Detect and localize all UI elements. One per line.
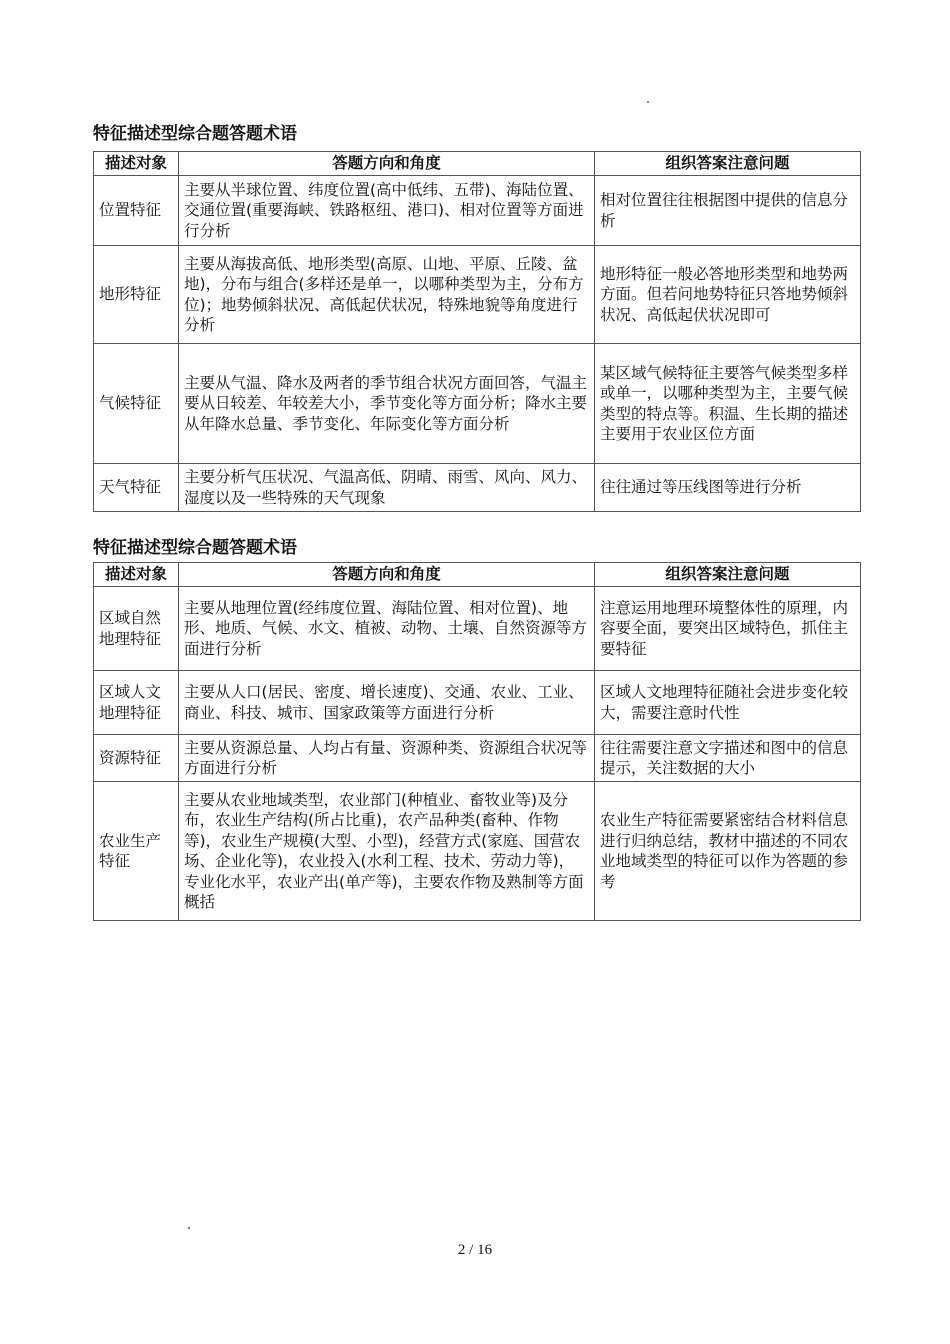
cell-notes: 某区域气候特征主要答气候类型多样或单一，以哪种类型为主，主要气候类型的特点等。积温、生长期的描述主要用于农业区位方面 — [595, 344, 861, 464]
cell-direction: 主要从半球位置、纬度位置(高中低纬、五带)、海陆位置、交通位置(重要海峡、铁路枢纽、港口)、相对位置等方面进行分析 — [179, 176, 595, 246]
page-number: 2 / 16 — [457, 1242, 493, 1258]
cell-direction: 主要从地理位置(经纬度位置、海陆位置、相对位置)、地形、地质、气候、水文、植被、动物、土壤、自然资源等方面进行分析 — [179, 587, 595, 671]
table2-title: 特征描述型综合题答题术语 — [93, 538, 297, 558]
table-row — [94, 735, 861, 782]
cell-object: 地形特征 — [94, 246, 179, 344]
cell-notes: 注意运用地理环境整体性的原理，内容要全面，要突出区域特色，抓住主要特征 — [595, 587, 861, 671]
cell-direction: 主要从资源总量、人均占有量、资源种类、资源组合状况等方面进行分析 — [179, 735, 595, 782]
cell-notes: 相对位置往往根据图中提供的信息分析 — [595, 176, 861, 246]
table-row — [94, 176, 861, 246]
cell-object: 天气特征 — [94, 464, 179, 512]
cell-notes: 往往需要注意文字描述和图中的信息提示，关注数据的大小 — [595, 735, 861, 782]
header-notes: 组织答案注意问题 — [595, 152, 861, 176]
cell-direction: 主要从海拔高低、地形类型(高原、山地、平原、丘陵、盆地)，分布与组合(多样还是单一，以哪种类型为主，分布方位)；地势倾斜状况、高低起伏状况，特殊地貌等角度进行分析 — [179, 246, 595, 344]
table-row — [94, 464, 861, 512]
terms-table-1 — [93, 151, 861, 512]
cell-notes: 往往通过等压线图等进行分析 — [595, 464, 861, 512]
cell-direction: 主要从农业地域类型，农业部门(种植业、畜牧业等)及分布，农业生产结构(所占比重)，农产品种类(畜种、作物等)，农业生产规模(大型、小型)，经营方式(家庭、国营农场、企业化等)，农业投入(水利工程、技术、劳动力等)，专业化水平，农业产出(单产等)，主要农作物及熟制等方面概括 — [179, 782, 595, 921]
table-row — [94, 782, 861, 921]
terms-table-2 — [93, 562, 861, 921]
cell-object: 区域自然地理特征 — [94, 587, 179, 671]
table1-title: 特征描述型综合题答题术语 — [93, 124, 297, 144]
decorative-dot — [647, 101, 649, 103]
cell-notes: 区域人文地理特征随社会进步变化较大，需要注意时代性 — [595, 671, 861, 735]
table-row — [94, 246, 861, 344]
cell-direction: 主要分析气压状况、气温高低、阴晴、雨雪、风向、风力、湿度以及一些特殊的天气现象 — [179, 464, 595, 512]
cell-object: 位置特征 — [94, 176, 179, 246]
cell-object: 区域人文地理特征 — [94, 671, 179, 735]
header-object: 描述对象 — [94, 563, 179, 587]
header-direction: 答题方向和角度 — [179, 563, 595, 587]
cell-notes: 农业生产特征需要紧密结合材料信息进行归纳总结，教材中描述的不同农业地域类型的特征可以作为答题的参考 — [595, 782, 861, 921]
cell-direction: 主要从气温、降水及两者的季节组合状况方面回答，气温主要从日较差、年较差大小，季节变化等方面分析；降水主要从年降水总量、季节变化、年际变化等方面分析 — [179, 344, 595, 464]
table-row — [94, 671, 861, 735]
cell-object: 资源特征 — [94, 735, 179, 782]
table-header-row — [94, 563, 861, 587]
table-row — [94, 587, 861, 671]
header-object: 描述对象 — [94, 152, 179, 176]
decorative-dot — [188, 1227, 190, 1229]
cell-object: 气候特征 — [94, 344, 179, 464]
header-notes: 组织答案注意问题 — [595, 563, 861, 587]
cell-object: 农业生产特征 — [94, 782, 179, 921]
cell-direction: 主要从人口(居民、密度、增长速度)、交通、农业、工业、商业、科技、城市、国家政策等方面进行分析 — [179, 671, 595, 735]
cell-notes: 地形特征一般必答地形类型和地势两方面。但若问地势特征只答地势倾斜状况、高低起伏状况即可 — [595, 246, 861, 344]
table-header-row — [94, 152, 861, 176]
table-row — [94, 344, 861, 464]
header-direction: 答题方向和角度 — [179, 152, 595, 176]
